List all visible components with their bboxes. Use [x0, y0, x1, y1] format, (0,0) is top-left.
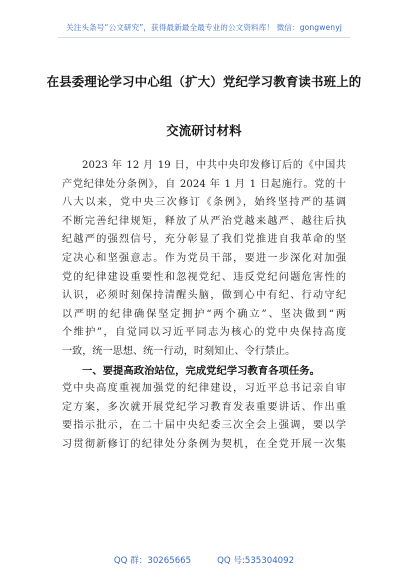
body-text-line: 定决心和坚强意志。作为党员干部，要进一步深化对加强 [62, 252, 346, 264]
body-text-line: 习贯彻新修订的纪律处分条例为契机，在全党开展一次集 [62, 438, 346, 450]
body-text-line: 2023 年 12 月 19 日，中共中央印发修订后的《中国共 [82, 160, 346, 171]
section-heading: 一、要提高政治站位，完成党纪学习教育各项任务。 [82, 364, 320, 377]
body-text-line: 不断完善纪律规矩，释放了从严治党越来越严、越往后执 [62, 215, 346, 227]
footer-contact [0, 554, 408, 566]
body-text-line: 纪越严的强烈信号，充分彰显了我们党推进自我革命的坚 [62, 234, 346, 246]
body-text-line: 以严明的纪律确保坚定拥护“两个确立”、坚决做到“两 [62, 308, 346, 320]
top-banner: 关注头条号“公文研究”，获得最新最全最专业的公文资料库！ 微信：gongwenyj [66, 23, 342, 32]
body-text-line: 一致，统一思想、统一行动，时刻知止、令行禁止。 [62, 345, 296, 357]
footer-qq-number: QQ 号:535304092 [217, 556, 295, 566]
body-text-line: 定方案，多次就开展党纪学习教育发表重要讲话、作出重 [62, 401, 346, 413]
document-body [62, 157, 346, 455]
banner-divider [58, 37, 350, 38]
document-title-line-1: 在县委理论学习中心组（扩大）党纪学习教育读书班上的 [46, 74, 362, 89]
body-text-line: 党中央高度重视加强党的纪律建设，习近平总书记亲自审 [62, 383, 346, 395]
footer-qq-group: QQ 群：30265665 [113, 556, 192, 566]
body-text-line: 产党纪律处分条例》，自 2024 年 1 月 1 日起施行。党的十 [62, 178, 346, 190]
body-text-line: 党的纪律建设重要性和忽视党纪、违反党纪问题危害性的 [62, 271, 346, 283]
body-text-line: 要指示批示，在二十届中央纪委三次全会上强调，要以学 [62, 420, 346, 432]
document-title-line-2: 交流研讨材料 [166, 123, 242, 138]
body-text-line: 认识，必须时刻保持清醒头脑，做到心中有纪、行动守纪 [62, 290, 346, 302]
body-text-line: 八大以来，党中央三次修订《条例》，始终坚持严的基调 [62, 197, 346, 209]
body-text-line: 个维护”，自觉同以习近平同志为核心的党中央保持高度 [62, 327, 346, 339]
